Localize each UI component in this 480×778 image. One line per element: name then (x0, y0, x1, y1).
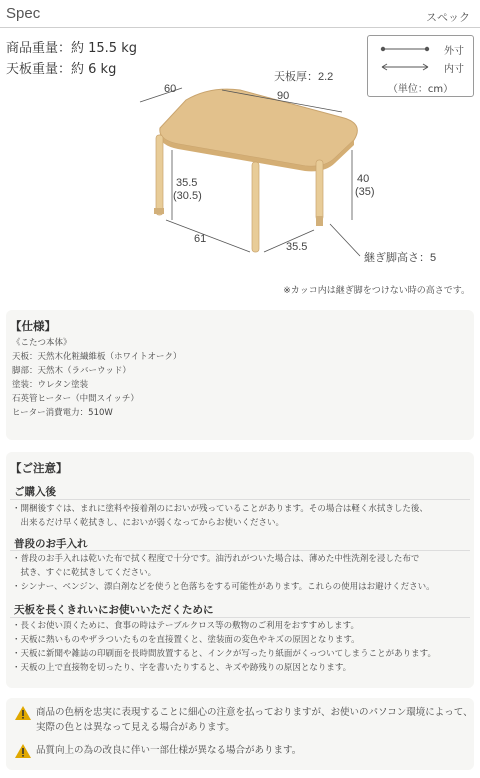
warning-text-2 (36, 743, 301, 758)
spec-line: 天板：天然木化粧繊維板（ホワイトオーク） (12, 352, 182, 362)
warning-text-1 (36, 705, 473, 735)
caution-line: 出来るだけ早く乾拭きし、においが弱くなってからお使いください。 (12, 518, 285, 528)
dim-height-alt: (35) (355, 186, 375, 198)
divider (10, 617, 470, 618)
purchase-heading: ご購入後 (14, 486, 56, 498)
warning-line: 商品の色柄を忠実に表現することに細心の注意を払っておりますが、お使いのパソコン環境によって、 (36, 707, 473, 718)
caution-line: ・シンナー、ベンジン、漂白剤などを使うと色落ちをする可能性があります。これらの使用はお避けください。 (12, 582, 435, 592)
spec-list (12, 336, 182, 420)
arrow-outer-icon (380, 44, 430, 54)
spec-line: 塗装：ウレタン塗装 (12, 380, 89, 390)
page-subtitle: スペック (426, 11, 470, 24)
care-heading: 普段のお手入れ (14, 538, 88, 550)
product-weight: 商品重量：約 15.5 kg (6, 41, 137, 56)
caution-panel (6, 452, 474, 688)
dim-top-thickness: 天板厚：2.2 (274, 71, 334, 83)
caution-line: ・開梱後すぐは、まれに塗料や接着剤のにおいが残っていることがあります。その場合は軽く水拭きした後、 (12, 504, 428, 514)
legend-outer-label: 外寸 (444, 46, 464, 57)
spec-panel (6, 310, 474, 440)
longuse-list (12, 619, 436, 675)
divider (10, 499, 470, 500)
caution-heading: 【ご注意】 (10, 461, 68, 475)
caution-line: ・天板に熱いものやザラついたものを直接置くと、塗装面の変色やキズの原因となります。 (12, 635, 360, 645)
spec-line: 《こたつ本体》 (12, 338, 72, 348)
dim-bottom-depth: 35.5 (286, 241, 308, 253)
dim-top-depth: 90 (277, 90, 290, 102)
dim-top-width: 60 (164, 83, 177, 95)
warning-line: 品質向上の為の改良に伴い一部仕様が異なる場合があります。 (36, 745, 302, 756)
longuse-heading: 天板を長くきれいにお使いいただくために (14, 604, 214, 616)
caution-line: ・天板に新聞や雑誌の印刷面を長時間放置すると、インクが写ったり紙面がくっついてしまうことがあります。 (12, 649, 436, 659)
dim-height: 40 (357, 173, 370, 185)
dim-inner-height-alt: (30.5) (173, 190, 202, 202)
spec-line: ヒーター消費電力：510W (12, 408, 113, 418)
spec-line: 脚部：天然木（ラバーウッド） (12, 366, 131, 376)
caution-line: ・天板の上で直接物を切ったり、字を書いたりすると、キズや跡残りの原因となります。 (12, 663, 352, 673)
diagram-note: ※カッコ内は継ぎ脚をつけない時の高さです。 (283, 286, 470, 296)
top-weight: 天板重量：約 6 kg (6, 62, 117, 77)
warning-panel (6, 698, 474, 770)
divider (10, 550, 470, 551)
warning-icon (14, 743, 32, 759)
caution-line: ・長くお使い頂くために、食事の時はテーブルクロス等の敷物のご利用をおすすめします。 (12, 621, 359, 631)
caution-line: ・普段のお手入れは乾いた布で拭く程度で十分です。油汚れがついた場合は、薄めた中性洗剤を浸した布で (12, 554, 420, 564)
dim-inner-height: 35.5 (176, 177, 198, 189)
caution-line: 拭き、すぐに乾拭きしてください。 (12, 568, 157, 578)
care-list (12, 552, 435, 594)
legend-inner-label: 内寸 (444, 64, 464, 75)
dim-extension-leg: 継ぎ脚高さ：5 (364, 252, 437, 264)
warning-line: 実際の色とは異なって見える場合があります。 (36, 722, 235, 733)
dim-bottom-width: 61 (194, 233, 207, 245)
header-divider (0, 27, 480, 28)
page-title: Spec (6, 5, 41, 22)
warning-icon (14, 705, 32, 721)
spec-line: 石英管ヒーター（中間スイッチ） (12, 394, 139, 404)
spec-heading: 【仕様】 (10, 319, 56, 333)
legend-unit: （単位：cm） (387, 84, 454, 95)
arrow-inner-icon (380, 62, 430, 72)
purchase-list (12, 502, 428, 530)
